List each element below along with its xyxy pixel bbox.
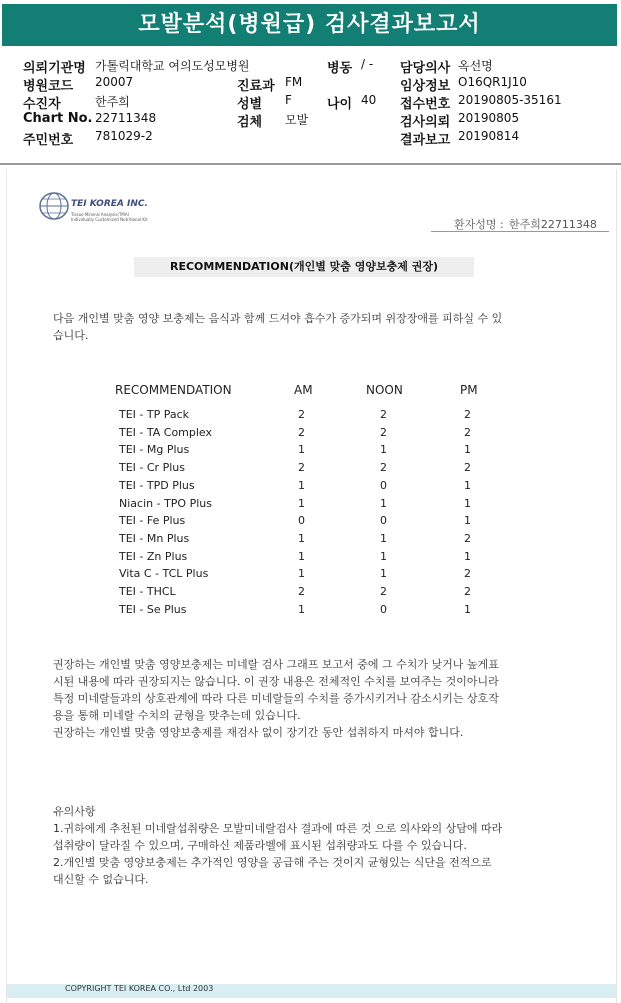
table-row-value: 1 [464, 443, 471, 457]
table-row-value: 1 [298, 478, 305, 492]
header-label: 검체 [237, 115, 263, 130]
table-row-value: 2 [380, 408, 387, 421]
table-row-value: 2 [464, 531, 471, 545]
tei-logo-icon [38, 191, 70, 221]
table-header: AM [294, 383, 313, 397]
table-row-value: 2 [464, 585, 471, 598]
table-row-name: TEI - Mn Plus [119, 531, 190, 545]
logo-subtext: Tissue Mineral Analysis(TMA) [71, 212, 130, 217]
patient-underline [431, 231, 609, 232]
table-row-name: TEI - Fe Plus [119, 514, 186, 528]
notes-line: 섭취량이 달라질 수 있으며, 구매하신 제품라벨에 표시된 섭취량과도 다를 수 있습니다. [53, 839, 467, 852]
notes-line: 2.개인별 맞춤 영양보충제는 추가적인 영양을 공급해 주는 것이지 균형있는 식단을 전적으로 [53, 856, 492, 869]
table-row-value: 0 [380, 478, 387, 492]
table-row-value: 1 [298, 567, 305, 581]
header-value: 옥선명 [458, 59, 493, 73]
header-label: 의뢰기관명 [23, 61, 86, 76]
header-label: 임상정보 [400, 79, 451, 94]
header-label: 나이 [327, 97, 353, 112]
header-label: 검사의뢰 [400, 115, 451, 130]
table-row-value: 1 [464, 549, 471, 563]
copyright-text: COPYRIGHT TEI KOREA CO., Ltd 2003 [65, 984, 214, 993]
header-value: 781029-2 [95, 129, 153, 143]
table-row-value: 1 [298, 443, 305, 457]
header-value: 22711348 [95, 111, 157, 125]
table-row-value: 1 [380, 496, 387, 510]
header-label: 진료과 [237, 79, 275, 94]
logo-text: TEI KOREA INC. [71, 199, 148, 209]
header-value: 가톨릭대학교 여의도성모병원 [95, 59, 250, 73]
logo-subtext: Individually Customized Nutritional Kit [71, 217, 148, 222]
table-row-value: 1 [298, 602, 305, 616]
header-value: 20190805 [458, 111, 520, 125]
header-label: 성별 [237, 97, 263, 112]
table-row-value: 1 [380, 443, 387, 457]
table-row-value: 1 [464, 496, 471, 510]
explain-line: 시된 내용에 따라 권장되지는 않습니다. 이 권장 내용은 전체적인 수치를 보여주는 것이아니라 [53, 675, 499, 688]
notes-title: 유의사항 [53, 805, 96, 818]
header-label: 주민번호 [23, 133, 74, 148]
intro-line: 습니다. [53, 329, 89, 342]
table-row-value: 1 [380, 567, 387, 581]
explain-line: 권장하는 개인별 맞춤 영양보충제를 재검사 없이 장기간 동안 섭취하지 마셔야 합니다. [53, 726, 464, 739]
table-row-value: 2 [380, 425, 387, 439]
header-value: 모발 [285, 113, 309, 127]
table-row-name: TEI - Cr Plus [119, 461, 185, 475]
table-row-value: 0 [380, 602, 387, 616]
section-title: RECOMMENDATION(개인별 맞춤 영양보충제 권장) [134, 257, 474, 277]
table-row-name: TEI - TA Complex [119, 425, 213, 439]
table-row-value: 2 [298, 425, 305, 439]
header-value: 한주희 [95, 95, 130, 109]
table-header: NOON [366, 383, 403, 397]
table-row-value: 1 [464, 514, 471, 528]
table-row-value: 2 [464, 567, 471, 581]
table-row-value: 1 [464, 602, 471, 616]
header-value: 20007 [95, 75, 134, 89]
header-label: 수진자 [23, 97, 61, 112]
table-row-value: 1 [298, 531, 305, 545]
header-value: 20190814 [458, 129, 520, 143]
table-row-value: 1 [380, 549, 387, 563]
report-title: 모발분석(병원급) 검사결과보고서 [2, 4, 617, 46]
table-row-name: TEI - TP Pack [119, 408, 190, 421]
header-label: 병원코드 [23, 79, 74, 94]
explain-line: 특정 미네랄들과의 상호관계에 따라 다른 미네랄들의 수치를 증가시키거나 감소시키는 상호작 [53, 692, 499, 705]
header-label: 담당의사 [400, 61, 451, 76]
table-row-value: 2 [464, 425, 471, 439]
table-row-value: 0 [380, 514, 387, 528]
table-row-name: TEI - Mg Plus [119, 443, 190, 457]
table-row-value: 2 [464, 461, 471, 475]
table-row-value: 0 [298, 514, 305, 528]
header-value: O16QR1J10 [458, 75, 527, 89]
table-row-value: 2 [464, 408, 471, 421]
header-label: Chart No. [23, 111, 93, 126]
header-divider [0, 163, 621, 165]
header-label: 병동 [327, 61, 353, 76]
table-row-name: Vita C - TCL Plus [119, 567, 209, 581]
table-row-value: 2 [298, 408, 305, 421]
table-row-name: TEI - Zn Plus [119, 549, 188, 563]
header-label: 결과보고 [400, 133, 451, 148]
intro-line: 다음 개인별 맞춤 영양 보충제는 음식과 함께 드셔야 흡수가 증가되며 위장장애를 피하실 수 있 [53, 312, 503, 325]
table-row-name: Niacin - TPO Plus [119, 496, 212, 510]
table-row-value: 2 [298, 461, 305, 475]
table-row-value: 1 [380, 531, 387, 545]
table-row-value: 2 [380, 461, 387, 475]
header-value: F [285, 93, 292, 107]
explain-line: 권장하는 개인별 맞춤 영양보충제는 미네랄 검사 그래프 보고서 중에 그 수치가 낮거나 높게표 [53, 658, 499, 671]
notes-line: 1.귀하에게 추천된 미네랄섭취량은 모발미네랄검사 결과에 따른 것 으로 의사와의 상담에 따라 [53, 822, 503, 835]
header-label: 접수번호 [400, 97, 451, 112]
table-row-value: 1 [464, 478, 471, 492]
header-value: FM [285, 75, 303, 89]
explain-line: 용을 통해 미네랄 수치의 균형을 맞추는데 있습니다. [53, 709, 301, 722]
table-row-value: 1 [298, 549, 305, 563]
report-page [6, 169, 617, 1003]
patient-label: 환자성명 : [454, 218, 504, 231]
table-header: PM [460, 383, 478, 397]
table-row-name: TEI - TPD Plus [119, 478, 195, 492]
table-row-value: 2 [298, 585, 305, 598]
header-value: 20190805-35161 [458, 93, 562, 107]
table-row-value: 1 [298, 496, 305, 510]
patient-value: 한주희22711348 [509, 218, 597, 231]
header-value: / - [361, 57, 374, 71]
table-header: RECOMMENDATION [115, 383, 232, 397]
notes-line: 대신할 수 없습니다. [53, 873, 149, 886]
table-row-name: TEI - THCL [119, 585, 176, 598]
table-row-value: 2 [380, 585, 387, 598]
table-row-name: TEI - Se Plus [119, 602, 187, 616]
header-value: 40 [361, 93, 377, 107]
